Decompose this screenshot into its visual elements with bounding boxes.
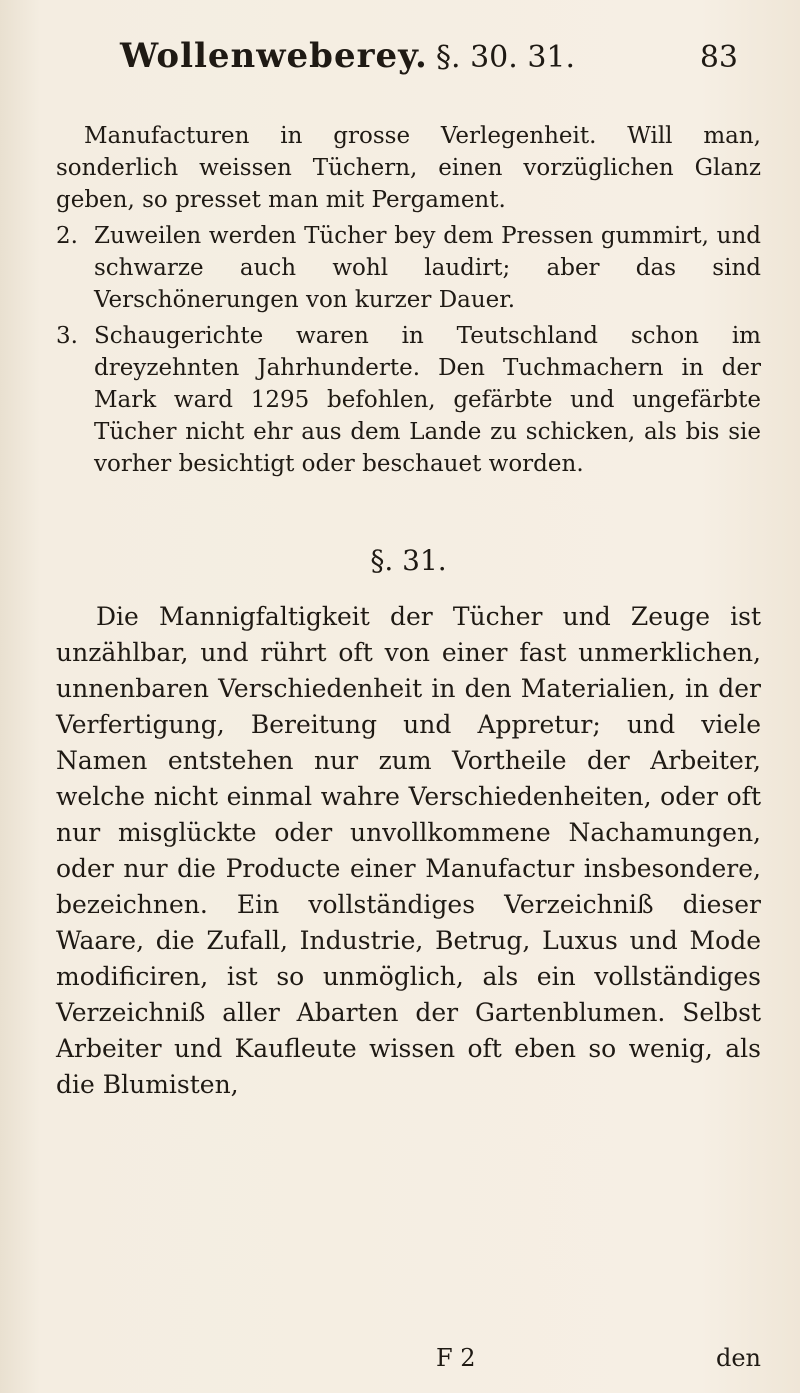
signature-mark: F 2 <box>436 1344 476 1372</box>
item-text: Schaugerichte waren in Teutschland schon im dreyzehnten Jahrhunderte. Den Tuchmachern in der Mark ward 1295 befohlen, gefärbte und ungefärbte Tücher nicht ehr aus dem Lande zu schicken, als bis sie vorher besichtigt oder beschauet worden. <box>94 323 761 477</box>
item-number: 3. <box>56 323 78 349</box>
section-31-paragraph: Die Mannigfaltigkeit der Tücher und Zeuge ist unzählbar, und rührt oft von einer fast unmerklichen, unnenbaren Verschiedenheit in den Materialien, in der Verfertigung, Bereitung und Appretur; und viele Namen entstehen nur zum Vortheile der Arbeiter, welche nicht einmal wahre Verschiedenheiten, oder oft nur misglückte oder unvollkommene Nachamungen, oder nur die Producte einer Manufactur insbesondere, bezeichnen. Ein vollständiges Verzeichniß dieser Waare, die Zufall, Industrie, Betrug, Luxus und Mode modificiren, ist so unmöglich, als ein vollständiges Verzeichniß aller Abarten der Gartenblumen. Selbst Arbeiter und Kaufleute wissen oft eben so wenig, als die Blumisten, <box>56 602 761 1099</box>
section-reference: §. 30. 31. <box>436 40 576 75</box>
numbered-item <box>56 320 761 480</box>
catchword: den <box>715 1344 761 1372</box>
item-number: 2. <box>56 223 78 249</box>
numbered-item <box>56 220 761 316</box>
section-30-continuation: Manufacturen in grosse Verlegenheit. Will man, sonderlich weissen Tüchern, einen vorzüglichen Glanz geben, so presset man mit Pergament. <box>56 123 761 213</box>
page-number: 83 <box>699 40 738 75</box>
page-body <box>56 120 761 1103</box>
page-header <box>108 36 738 86</box>
item-text: Zuweilen werden Tücher bey dem Pressen gummirt, und schwarze auch wohl laudirt; aber das sind Verschönerungen von kurzer Dauer. <box>94 223 761 313</box>
page-footer <box>56 1344 761 1384</box>
section-31-heading: §. 31. <box>370 544 447 577</box>
running-title: Wollenweberey. <box>120 36 428 76</box>
